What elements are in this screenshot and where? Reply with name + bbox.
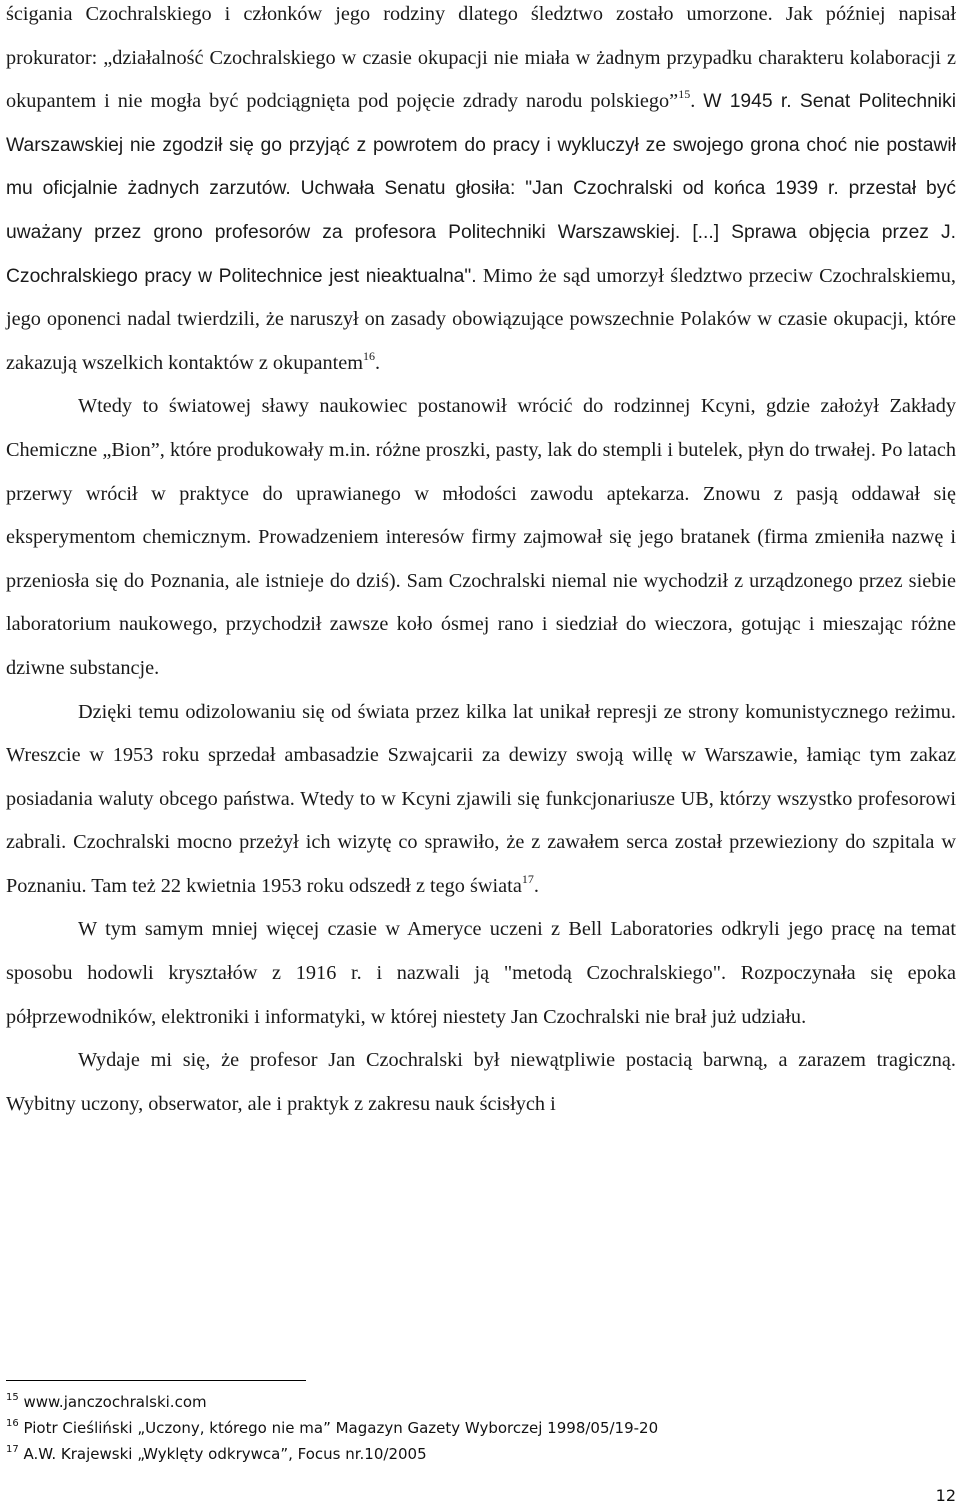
text-run: W 1945 r. Senat Politechniki Warszawskiej nie zgodził się go przyjąć z powrotem do pracy i wykluczył ze swojego grona choć nie postawił mu oficjalnie żadnych zarzutów. Uchwała Senatu głosiła: [6,91,957,200]
text-run: . [533,874,539,897]
footnote-reference: 15 [678,87,691,102]
paragraph [6,0,956,385]
page-number: 12 [935,1486,956,1505]
footnote-number: 17 [6,1444,19,1455]
footnote-separator [6,1380,306,1381]
footnote [6,1441,946,1467]
text-run: ścigania Czochralskiego i członków jego rodziny dlatego śledztwo zostało umorzone. Jak później napisał prokurator: „działalność Czochralskiego w czasie okupacji nie miała w żadnym przypadku charakteru kolaboracji z okupantem i nie mogła być podciągnięta pod pojęcie zdrady narodu polskiego” [6,3,956,113]
footnote-text: A.W. Krajewski „Wyklęty odkrywca”, Focus nr.10/2005 [18,1445,427,1463]
footnote-reference: 16 [363,348,376,363]
footnote-text: www.janczochralski.com [18,1393,207,1411]
text-run: Wydaje mi się, że profesor Jan Czochralski był niewątpliwie postacią barwną, a zarazem tragiczną. Wybitny uczony, obserwator, ale i praktyk z zakresu nauk ścisłych i [6,1049,956,1115]
text-run: . [690,90,704,113]
paragraph [6,908,956,1039]
footnote-number: 16 [6,1418,19,1429]
footnote [6,1415,946,1441]
text-run: Wtedy to światowej sławy naukowiec postanowił wrócić do rodzinnej Kcyni, gdzie założył Zakłady Chemiczne „Bion”, które produkowały m.in. różne proszki, pasty, lak do stempli i butelek, płyn do trwałej. Po latach przerwy wrócił w praktyce do uprawianego w młodości zawodu aptekarza. Znowu z pasją oddawał się eksperymentom chemicznym. Prowadzeniem interesów firmy zajmował się jego bratanek (firma zmieniła nazwę i przeniosła się do Poznania, ale istnieje do dziś). Sam Czochralski niemal nie wychodził z urządzonego przez siebie laboratorium naukowego, przychodził zawsze koło ósmej rano i siedział do wieczora, gotując i mieszając różne dziwne substancje. [6,395,956,679]
text-run: W tym samym mniej więcej czasie w Ameryce uczeni z Bell Laboratories odkryli jego pracę na temat sposobu hodowli kryształów z 1916 r. i nazwali ją "metodą Czochralskiego". Rozpoczynała się epoka półprzewodników, elektroniki i informatyki, w której niestety Jan Czochralski nie brał już udziału. [6,918,956,1028]
text-run: Mimo że sąd umorzył śledztwo przeciw Czochralskiemu, jego oponenci nadal twierdzili, że naruszył on zasady obowiązujące powszechnie Polaków w czasie okupacji, które zakazują wszelkich kontaktów z okupantem [6,264,956,374]
footnotes [6,1389,946,1467]
footnote-text: Piotr Cieśliński „Uczony, którego nie ma” Magazyn Gazety Wyborczej 1998/05/19-20 [18,1419,659,1437]
body-text [6,0,956,1126]
footnote-number: 15 [6,1392,19,1403]
paragraph [6,385,956,690]
footnote [6,1389,946,1415]
text-run: Dzięki temu odizolowaniu się od świata przez kilka lat unikał represji ze strony komunistycznego reżimu. Wreszcie w 1953 roku sprzedał ambasadzie Szwajcarii za dewizy swoją willę w Warszawie, łamiąc tym zakaz posiadania waluty obcego państwa. Wtedy to w Kcyni zjawili się funkcjonariusze UB, którzy wszystko profesorowi zabrali. Czochralski mocno przeżył ich wizytę co sprawiło, że z zawałem serca został przewieziony do szpitala w Poznaniu. Tam też 22 kwietnia 1953 roku odszedł z tego świata [6,700,956,897]
text-run: "Jan Czochralski od końca 1939 r. przestał być uważany przez grono profesorów za profesora Politechniki Warszawskiej. [...] Sprawa objęcia przez J. Czochralskiego pracy w Politechnice jest nieaktualna". [6,178,956,287]
text-run: . [375,351,381,374]
paragraph [6,691,956,909]
footnote-reference: 17 [521,871,534,886]
paragraph [6,1039,956,1126]
